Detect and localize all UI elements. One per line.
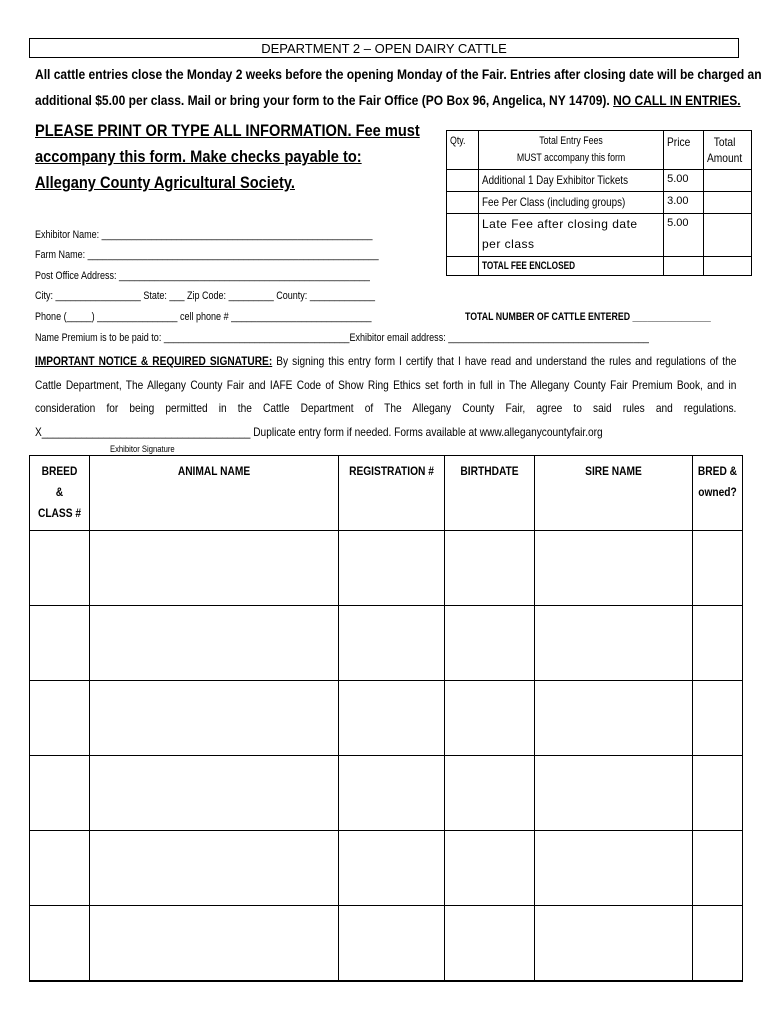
- total-cell[interactable]: [704, 214, 752, 257]
- registration-cell[interactable]: [339, 606, 445, 681]
- entry-row: [30, 531, 743, 606]
- sire-name-cell[interactable]: [535, 831, 693, 906]
- breed-class-cell[interactable]: [30, 756, 90, 831]
- intro-line-2: [35, 92, 741, 108]
- no-call-in-notice: NO CALL IN ENTRIES.: [613, 92, 741, 108]
- qty-cell[interactable]: [447, 192, 479, 214]
- fee-description: Late Fee after closing date per class: [479, 214, 664, 257]
- fee-row-class: [447, 192, 752, 214]
- fee-row-late: [447, 214, 752, 257]
- registration-cell[interactable]: [339, 756, 445, 831]
- price-header: Price: [664, 131, 704, 170]
- sire-name-cell[interactable]: [535, 906, 693, 982]
- farm-name-field[interactable]: Farm Name: __________________________________________________________: [35, 249, 379, 261]
- print-instructions: [35, 118, 420, 196]
- city-state-zip-county-field[interactable]: City: _________________ State: ___ Zip Code: _________ County: _____________: [35, 290, 376, 302]
- animal-name-cell[interactable]: [90, 531, 339, 606]
- print-instructions-line-3: Allegany County Agricultural Society.: [35, 173, 295, 192]
- bred-owned-cell[interactable]: [693, 906, 743, 982]
- exhibitor-signature-label: Exhibitor Signature: [110, 444, 175, 454]
- premium-payee-email-field[interactable]: Name Premium is to be paid to: _____________________________________Exhibitor email address: ________________________________________: [35, 332, 649, 344]
- animal-entry-table: [29, 455, 743, 982]
- qty-cell[interactable]: [447, 214, 479, 257]
- fee-row-tickets: [447, 170, 752, 192]
- birthdate-cell[interactable]: [445, 681, 535, 756]
- birthdate-cell[interactable]: [445, 906, 535, 982]
- total-cattle-entered-field[interactable]: TOTAL NUMBER OF CATTLE ENTERED ________________: [465, 311, 711, 323]
- fee-description: Fee Per Class (including groups): [479, 192, 664, 214]
- qty-header: Qty.: [447, 131, 479, 170]
- breed-class-cell[interactable]: [30, 681, 90, 756]
- animal-name-cell[interactable]: [90, 831, 339, 906]
- animal-name-cell[interactable]: [90, 906, 339, 982]
- animal-name-cell[interactable]: [90, 756, 339, 831]
- birthdate-cell[interactable]: [445, 831, 535, 906]
- fee-price: 5.00: [664, 214, 704, 257]
- breed-class-cell[interactable]: [30, 831, 90, 906]
- registration-cell[interactable]: [339, 831, 445, 906]
- registration-cell[interactable]: [339, 906, 445, 982]
- entry-row: [30, 831, 743, 906]
- bred-owned-cell[interactable]: [693, 756, 743, 831]
- animal-name-header: ANIMAL NAME: [90, 456, 339, 531]
- entry-row: [30, 606, 743, 681]
- intro-line-2-text: additional $5.00 per class. Mail or bring your form to the Fair Office (PO Box 96, Angelica, NY 14709).: [35, 92, 614, 108]
- total-cell[interactable]: [704, 192, 752, 214]
- sire-name-cell[interactable]: [535, 606, 693, 681]
- birthdate-header: BIRTHDATE: [445, 456, 535, 531]
- fee-description: Additional 1 Day Exhibitor Tickets: [479, 170, 664, 192]
- birthdate-cell[interactable]: [445, 531, 535, 606]
- price-cell: [664, 257, 704, 276]
- total-fee-cell[interactable]: [704, 257, 752, 276]
- birthdate-cell[interactable]: [445, 606, 535, 681]
- sire-name-cell[interactable]: [535, 681, 693, 756]
- breed-class-header: BREED & CLASS #: [30, 456, 90, 531]
- department-title: DEPARTMENT 2 – OPEN DAIRY CATTLE: [29, 38, 739, 58]
- fee-row-total: [447, 257, 752, 276]
- phone-field[interactable]: Phone (_____) ________________ cell phone # ____________________________: [35, 311, 372, 323]
- bred-owned-cell[interactable]: [693, 606, 743, 681]
- print-instructions-line-2: accompany this form. Make checks payable to:: [35, 147, 362, 166]
- fee-price: 3.00: [664, 192, 704, 214]
- sire-name-header: SIRE NAME: [535, 456, 693, 531]
- registration-header: REGISTRATION #: [339, 456, 445, 531]
- registration-cell[interactable]: [339, 681, 445, 756]
- exhibitor-name-field[interactable]: Exhibitor Name: ______________________________________________________: [35, 229, 373, 241]
- birthdate-cell[interactable]: [445, 756, 535, 831]
- breed-class-cell[interactable]: [30, 531, 90, 606]
- fee-table: [446, 130, 752, 276]
- sire-name-cell[interactable]: [535, 531, 693, 606]
- entry-row: [30, 906, 743, 982]
- total-fee-label: TOTAL FEE ENCLOSED: [479, 257, 664, 276]
- total-cell[interactable]: [704, 170, 752, 192]
- entry-table-header: [30, 456, 743, 531]
- bred-owned-cell[interactable]: [693, 831, 743, 906]
- qty-cell[interactable]: [447, 170, 479, 192]
- intro-line-1: All cattle entries close the Monday 2 weeks before the opening Monday of the Fair. Entries after closing date will be charged an: [35, 66, 762, 82]
- required-signature-notice: [35, 350, 736, 444]
- post-office-address-field[interactable]: Post Office Address: __________________________________________________: [35, 270, 370, 282]
- animal-name-cell[interactable]: [90, 681, 339, 756]
- entry-fees-header: Total Entry Fees MUST accompany this form: [479, 131, 664, 170]
- breed-class-cell[interactable]: [30, 906, 90, 982]
- entry-row: [30, 756, 743, 831]
- animal-name-cell[interactable]: [90, 606, 339, 681]
- qty-cell[interactable]: [447, 257, 479, 276]
- notice-heading: IMPORTANT NOTICE & REQUIRED SIGNATURE:: [35, 354, 273, 368]
- total-amount-header: Total Amount: [704, 131, 752, 170]
- sire-name-cell[interactable]: [535, 756, 693, 831]
- bred-owned-cell[interactable]: [693, 681, 743, 756]
- notice-body: By signing this entry form I certify that I have read and understand the rules and regulations of the Cattle Department, The Allegany County Fair and IAFE Code of Show Ring Ethics set forth in full in The Allegany County Fair Premium Book, and in consideration for being permitted in the Cattle Department of The Allegany County Fair, agree to said rules and regulations. X_____________________________________ Duplicate entry form if needed. Forms available at www.alleganycountyfair.org: [35, 354, 737, 439]
- bred-owned-cell[interactable]: [693, 531, 743, 606]
- fee-table-header: [447, 131, 752, 170]
- breed-class-cell[interactable]: [30, 606, 90, 681]
- bred-owned-header: BRED & owned?: [693, 456, 743, 531]
- entry-row: [30, 681, 743, 756]
- fee-price: 5.00: [664, 170, 704, 192]
- print-instructions-line-1: PLEASE PRINT OR TYPE ALL INFORMATION. Fee must: [35, 121, 420, 140]
- registration-cell[interactable]: [339, 531, 445, 606]
